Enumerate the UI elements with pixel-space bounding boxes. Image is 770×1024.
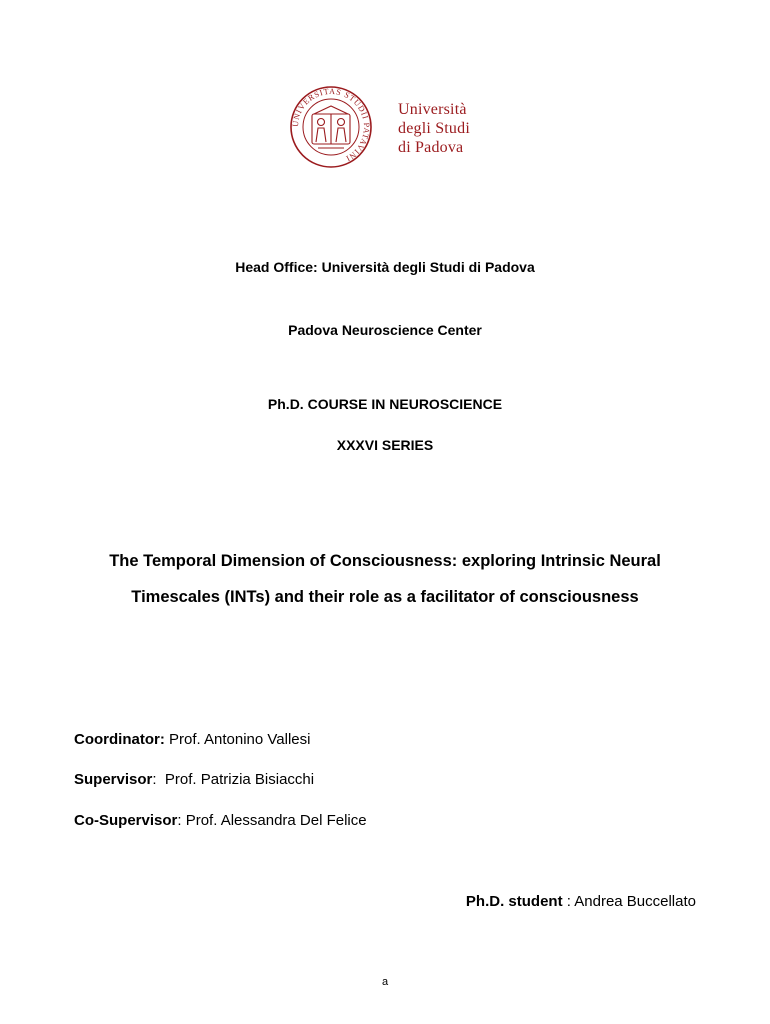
coordinator <box>74 731 310 748</box>
course-name: Ph.D. COURSE IN NEUROSCIENCE <box>267 396 503 412</box>
series: XXXVI SERIES <box>336 437 434 453</box>
university-name-line-2: degli Studi <box>398 120 470 137</box>
university-name-line-3: di Padova <box>398 139 464 156</box>
supervisor-label: Supervisor <box>74 771 153 788</box>
student <box>466 893 696 910</box>
supervisor <box>74 771 314 788</box>
co-supervisor-value: : Prof. Alessandra Del Felice <box>177 812 367 829</box>
coordinator-value: Prof. Antonino Vallesi <box>164 731 311 748</box>
coordinator-label: Coordinator: <box>74 731 165 748</box>
university-name-line-1: Università <box>398 101 467 118</box>
supervisor-value: : Prof. Patrizia Bisiacchi <box>152 771 315 788</box>
co-supervisor-label: Co-Supervisor <box>74 812 178 829</box>
university-seal-icon <box>290 86 372 168</box>
thesis-title-line-2: Timescales (INTs) and their role as a facilitator of consciousness <box>131 588 639 606</box>
page-number: a <box>381 976 389 988</box>
head-office: Head Office: Università degli Studi di Padova <box>235 259 535 275</box>
university-name <box>398 100 470 157</box>
thesis-title-line-1: The Temporal Dimension of Consciousness: exploring Intrinsic Neural <box>109 552 661 570</box>
student-label: Ph.D. student <box>465 893 563 910</box>
co-supervisor <box>74 812 367 829</box>
university-logo <box>290 86 490 168</box>
student-value: : Andrea Buccellato <box>562 893 696 910</box>
seal-text: UNIVERSITAS STUDII PATAVINI <box>290 86 372 164</box>
center-name: Padova Neuroscience Center <box>288 322 482 338</box>
